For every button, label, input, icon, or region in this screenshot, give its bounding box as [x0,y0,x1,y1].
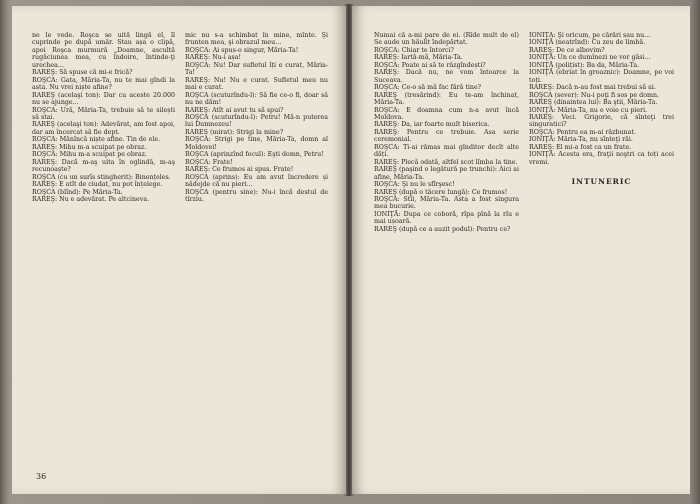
text-paragraph: ROŞCA: Ai spus-o singur, Măria-Ta! [185,46,299,54]
text-paragraph: ROŞCA: Strigi pe tine, Măria-Ta, domn al Moldovei! [185,136,328,151]
text-paragraph: mic nu s-a schimbat în mine, mînte. Şi frunten mea, şi obrazul meu... [185,32,328,47]
text-paragraph: RAREŞ (după o tăcere lungă): Ce frumos! [374,188,508,196]
text-paragraph: IONIŢĂ: Măria-Ta, nu sînteţi răi. [529,136,633,144]
text-paragraph: ROŞCA (sever): Nu-i poţi fi sos pe domn. [529,91,660,99]
section-heading: INTUNERIC [571,177,632,187]
text-paragraph: ROŞCA (cu un surîs stingherit): Binențeles. [32,173,171,181]
text-paragraph: IONIŢĂ: Acesta era, fraţii noştri ca toți acei vremi. [529,151,674,166]
text-paragraph: ROŞCA: Gata, Măria-Ta, nu te mai gîndi la asta. Nu vrei niște afine? [32,76,175,92]
text-paragraph: ROŞCA: Nu! Dar sufletul îți e curat, Măria-Ta! [185,61,328,77]
text-paragraph: RAREŞ: Nu! Nu e curat. Sufletul meu nu mai e curat. [185,76,328,92]
text-paragraph: RAREŞ: Plecă odată, altfel scot lîmba la tine. [374,158,518,166]
text-paragraph: Numai că a-mi pare de ei. (Rîde mult de el) Se aude un hăulit îndepărtat. [374,32,519,47]
text-paragraph: ne le vede. Roşca se uită lingă el, îl cuprinde pe după umăr. Stau așa o clipă, apoi Roşca murmură „Doamne, ascultă rugăciunea mea, cu îndoire, întinde-ţi urechea... [32,32,175,69]
text-paragraph: RAREŞ: Nu-i așa! [185,54,242,62]
text-paragraph: RAREŞ: E atît de ciudat, nu pot înțelege. [32,181,163,189]
text-paragraph: ROŞCA: Mănîncă niște afine. Tin de ele. [32,136,161,144]
text-paragraph: RAREŞ: El mi-a fost ca un frate. [529,143,632,151]
text-paragraph: IONIŢĂ (ebriat în groaznic): Doamne, pe voi toți. [529,69,674,84]
text-paragraph: ROŞCA (pentru sine): Nu-i încă destul de tîrziu. [185,188,328,203]
text-paragraph: RAREŞ (după ce a auzit podul): Pentru ce? [374,225,511,233]
text-paragraph: ROŞCA: Stîi, Măria-Ta. Asta a fost singura mea bucurie. [374,195,519,211]
text-paragraph: RAREŞ (acelaşi ton): Adevărat, am fost apoi, dar am încercat să fie dept. [32,121,175,136]
text-paragraph: ROŞCA: Frate! [185,158,233,166]
text-paragraph: RAREŞ (acelaşi ton): Dar cu aceste 20.000 nu se ajunge... [32,91,175,107]
text-paragraph: RAREŞ: Iartă-mă, Măria-Ta. [374,54,463,62]
text-paragraph: IONIŢĂ: Un ce dumînezi ne vor găsi... [529,54,651,62]
text-paragraph: IONIŢĂ (neatrînd): Cu zeu de limbă. [529,39,646,47]
text-paragraph: RAREŞ: Să spuse că mi-e frică? [32,69,133,77]
text-paragraph: ROŞCA: Ce-o să mă fac fără tine? [374,84,482,92]
text-paragraph: RAREŞ: Da, iar foarte mult biserica. [374,121,490,129]
text-paragraph: RAREŞ: Dacă nu, ne vom întoarce la Suceava. [374,69,519,84]
text-paragraph: IONIŢĂ: Dupa ce coboră, rîpa pînă la rîu e mai ușoară. [374,210,519,226]
text-paragraph: ROŞCA: E doamna cum n-a avut încă Moldova. [374,106,519,121]
text-paragraph: ROŞCA: Mihu m-a scuipat pe obraz. [32,151,147,159]
right-page-column-2 [529,32,674,464]
text-paragraph: ROŞCA (scuturîndu-l): Să fie ce-o fi, doar să nu ne dăm! [185,91,328,107]
text-paragraph: RAREŞ (dinaintea lui): Ba ştii, Măria-Ta. [529,99,658,107]
text-paragraph: IONIŢĂ (polițist): Ba da, Măria-Ta. [529,61,640,69]
text-paragraph: ROŞCA (blînd): Pe Măria-Ta. [32,188,123,196]
left-page-column-1 [32,32,175,464]
text-paragraph: ROŞCA (aprinzînd focul): Eşti domn, Petru! [185,151,324,159]
text-paragraph: RAREŞ (mirat): Strigi la mine? [185,128,284,136]
text-paragraph: RAREŞ: Mihu m-a scuipat pe obraz. [32,143,147,151]
text-paragraph: ROŞCA (aprins): Eu am avut încredere și nădejde că nu pieri... [185,173,328,189]
text-paragraph: RAREŞ: Dacă m-aş uita în oglindă, m-aş recunoaște? [32,158,175,174]
text-paragraph: ROŞCA: Ură, Măria-Ta, trebuie să te silești să stai. [32,106,175,121]
text-paragraph: RAREŞ: Nu e adevărat. Pe altcineva. [32,195,150,203]
text-paragraph: IONIŢĂ: Măria-Ta, nu e voie cu pieri. [529,106,648,114]
right-page [352,6,690,494]
left-page [12,6,346,494]
left-page-column-2 [185,32,328,464]
text-paragraph: ROŞCA: Poate ai să te răzgîndești? [374,61,486,69]
left-page-columns [32,32,328,464]
text-paragraph: ROŞCA: Chiar te întorci? [374,46,454,54]
text-paragraph: IONIŢĂ: Şi oricum, pe cărări sau nu... [529,32,651,39]
text-paragraph: RAREŞ (tresărind): Eu te-am închinat, Măria-Ta. [374,91,519,107]
right-page-columns [374,32,674,464]
right-page-column-1 [374,32,519,464]
text-paragraph: RAREŞ: Atît ai avut tu să spui? [185,106,284,114]
text-paragraph: ROŞCA: Pentru ea m-ai răzbunat. [529,128,636,136]
page-number: 36 [36,472,47,481]
text-paragraph: RAREŞ: Ce frumos ai spus. Frate! [185,166,294,174]
text-paragraph: ROŞCA (scuturîndu-l): Petru! Mă-n puterea lui Dumnezeu! [185,113,328,129]
text-paragraph: RAREŞ: Dacă n-au fost mai trebui să ai. [529,84,656,92]
text-paragraph: ROŞCA: Şi nu le sfîrşesc! [374,181,455,189]
text-paragraph: RAREŞ: De ce albovim? [529,46,605,54]
text-paragraph: RAREŞ (paşind o legătură pe trunchi): Aici ai afine, Măria-Ta. [374,166,519,181]
text-paragraph: ROŞCA: Ti-ai rămas mai gînditor decît alte dăți. [374,143,519,159]
text-paragraph: RAREŞ: Pentru ce trebuie. Asa serie ceremonial. [374,128,519,144]
text-paragraph: RAREŞ: Veci. Grigorie, că sînteţi trei singuratici? [529,113,674,129]
